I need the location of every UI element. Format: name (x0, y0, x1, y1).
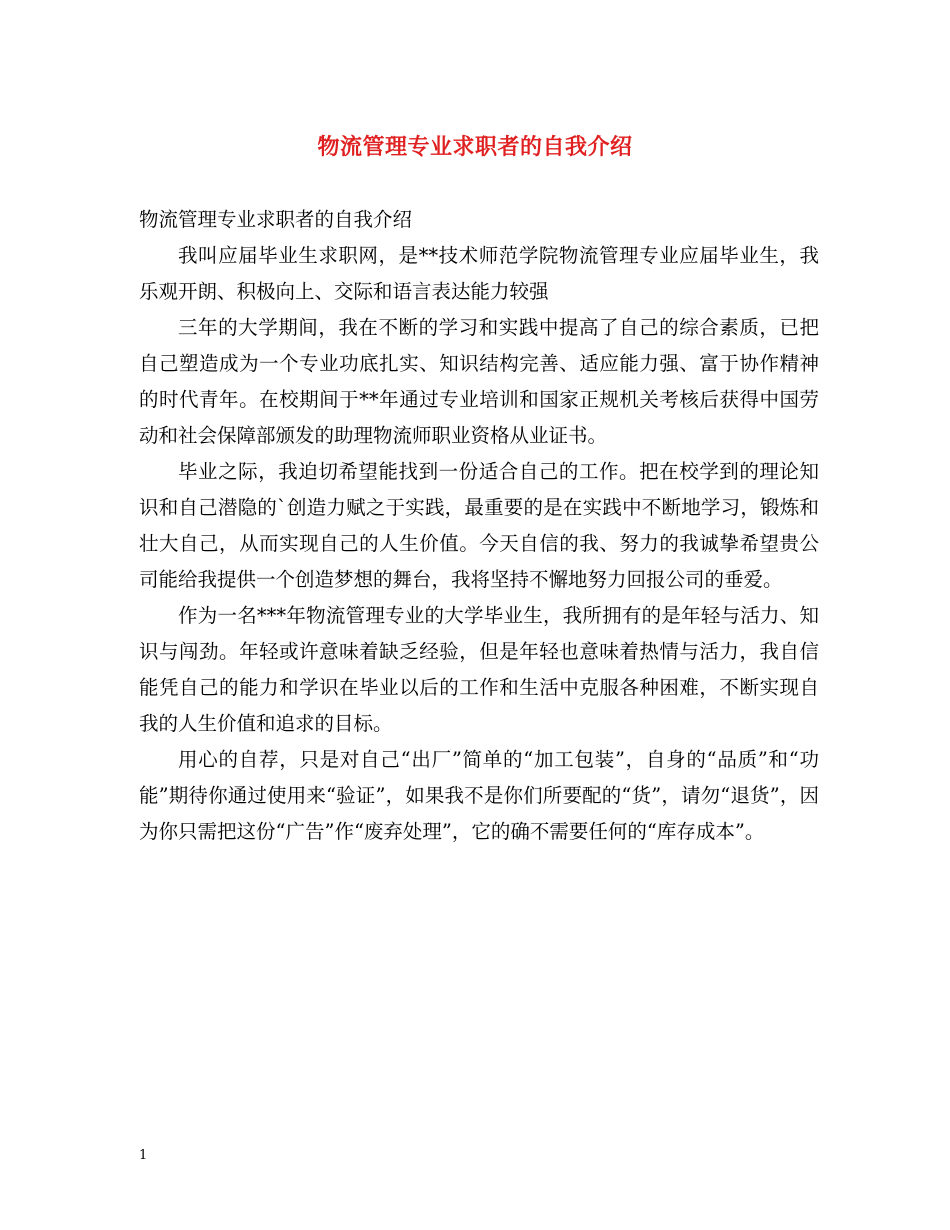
body-paragraph: 作为一名***年物流管理专业的大学毕业生，我所拥有的是年轻与活力、知识与闯劲。年轻或许意味着缺乏经验，但是年轻也意味着热情与活力，我自信能凭自己的能力和学识在毕业以后的工作和生活中克服各种困难，不断实现自我的人生价值和追求的目标。 (139, 604, 819, 735)
body-paragraph: 三年的大学期间，我在不断的学习和实践中提高了自己的综合素质，已把自己塑造成为一个专业功底扎实、知识结构完善、适应能力强、富于协作精神的时代青年。在校期间于**年通过专业培训和国家正规机关考核后获得中国劳动和社会保障部颁发的助理物流师职业资格从业证书。 (139, 316, 819, 447)
body-paragraph: 用心的自荐，只是对自己“出厂”简单的“加工包装”，自身的“品质”和“功能”期待你通过使用来“验证”，如果我不是你们所要配的“货”，请勿“退货”，因为你只需把这份“广告”作“废弃处理”，它的确不需要任何的“库存成本”。 (139, 748, 819, 843)
body-paragraph-heading: 物流管理专业求职者的自我介绍 (139, 208, 413, 231)
body-paragraph: 我叫应届毕业生求职网，是**技术师范学院物流管理专业应届毕业生，我乐观开朗、积极向上、交际和语言表达能力较强 (139, 244, 819, 303)
page-number: 1 (139, 1148, 148, 1163)
document-title: 物流管理专业求职者的自我介绍 (317, 135, 633, 160)
document-body (139, 202, 819, 850)
body-paragraph: 毕业之际，我迫切希望能找到一份适合自己的工作。把在校学到的理论知识和自己潜隐的`创造力赋之于实践，最重要的是在实践中不断地学习，锻炼和壮大自己，从而实现自己的人生价值。今天自信的我、努力的我诚挚希望贵公司能给我提供一个创造梦想的舞台，我将坚持不懈地努力回报公司的垂爱。 (139, 460, 819, 591)
